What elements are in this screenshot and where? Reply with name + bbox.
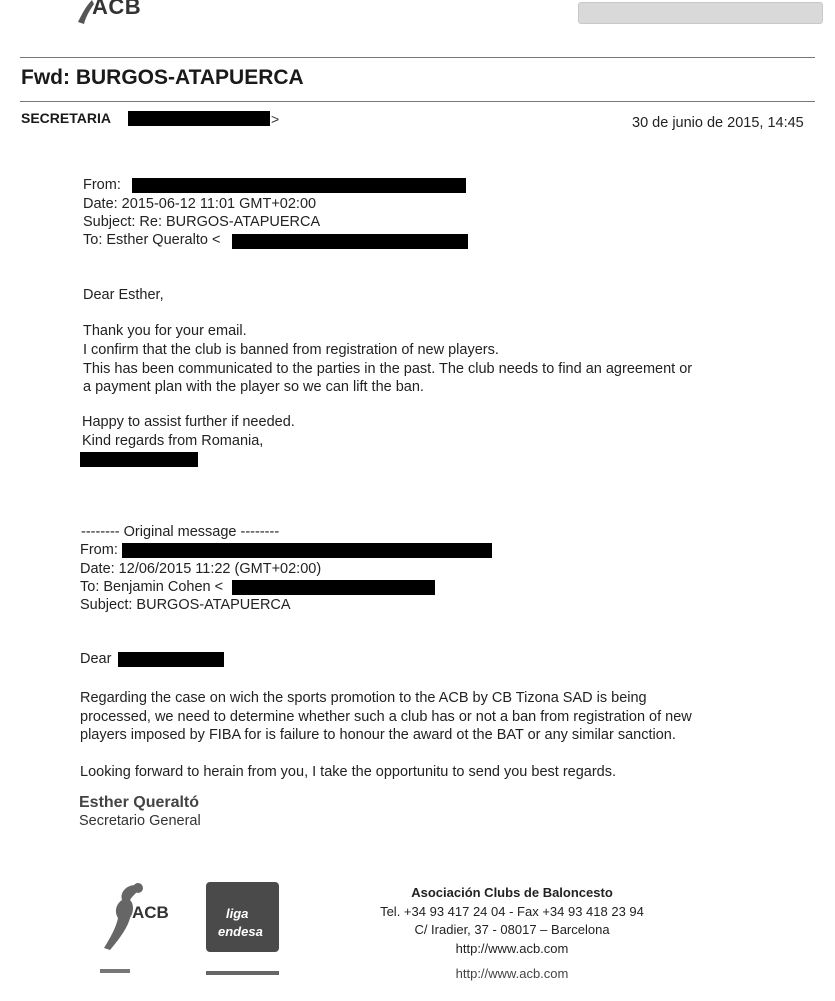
reply-subject: Subject: Re: BURGOS-ATAPUERCA xyxy=(83,214,321,230)
reply-closing-line: Happy to assist further if needed. xyxy=(82,414,295,430)
redacted-original-recipient xyxy=(118,652,224,667)
redacted-original-to xyxy=(232,580,435,595)
footer-association-name: Asociación Clubs de Baloncesto xyxy=(411,885,613,900)
reply-greeting: Dear Esther, xyxy=(83,287,164,303)
original-greeting: Dear xyxy=(80,651,112,667)
header-divider-bottom xyxy=(20,101,815,102)
footer-url: http://www.acb.com xyxy=(455,940,569,956)
redacted-reply-to xyxy=(232,234,468,249)
original-from-label: From: xyxy=(80,542,118,558)
original-body-line: processed, we need to determine whether such a club has or not a ban from registration of new xyxy=(80,709,692,725)
liga-logo-line1: liga xyxy=(226,906,249,921)
footer-address: C/ Iradier, 37 - 08017 – Barcelona xyxy=(414,922,610,937)
liga-logo-line2: endesa xyxy=(218,924,263,939)
footer-ghost-mark xyxy=(100,969,130,973)
reply-date: Date: 2015-06-12 11:01 GMT+02:00 xyxy=(83,196,317,212)
header-logo-text: ACB xyxy=(92,0,142,19)
signature-title: Secretario General xyxy=(79,813,201,829)
redacted-reply-signature xyxy=(80,452,198,467)
original-closing: Looking forward to herain from you, I take the opportunitu to send you best regards. xyxy=(80,764,617,780)
sender-email-tail: > xyxy=(271,111,280,127)
footer-phone: Tel. +34 93 417 24 04 - Fax +34 93 418 23 94 xyxy=(380,903,644,919)
reply-body-line: Thank you for your email. xyxy=(83,323,247,339)
original-date: Date: 12/06/2015 11:22 (GMT+02:00) xyxy=(80,561,322,577)
reply-body-line: This has been communicated to the parties in the past. The club needs to find an agreement or xyxy=(83,361,693,377)
redacted-reply-from xyxy=(132,178,466,193)
reply-closing-line: Kind regards from Romania, xyxy=(82,433,264,449)
reply-body-line: I confirm that the club is banned from registration of new players. xyxy=(83,342,499,358)
acb-logo-icon xyxy=(98,878,169,954)
reply-from-label: From: xyxy=(83,177,121,193)
original-subject: Subject: BURGOS-ATAPUERCA xyxy=(80,597,291,613)
sender-name: SECRETARIA xyxy=(21,110,111,126)
email-subject-title: Fwd: BURGOS-ATAPUERCA xyxy=(21,66,304,89)
svg-text:ACB: ACB xyxy=(132,903,169,922)
footer-association-block xyxy=(362,884,662,958)
original-body-line: Regarding the case on wich the sports promotion to the ACB by CB Tizona SAD is being xyxy=(80,690,647,706)
original-to: To: Benjamin Cohen < xyxy=(80,579,224,595)
redacted-sender-email xyxy=(128,111,270,126)
header-divider-top xyxy=(20,57,815,58)
original-message-divider: -------- Original message -------- xyxy=(81,524,280,540)
liga-endesa-logo xyxy=(206,882,279,952)
redacted-original-from xyxy=(122,543,492,558)
reply-body-line: a payment plan with the player so we can lift the ban. xyxy=(83,379,424,395)
signature-name: Esther Queraltó xyxy=(79,794,200,811)
footer-ghost-bar xyxy=(206,971,279,975)
original-body-line: players imposed by FIBA for is failure to honour the award ot the BAT or any similar sanction. xyxy=(80,727,676,743)
reply-to: To: Esther Queralto < xyxy=(83,232,221,248)
footer-ghost-url: http://www.acb.com xyxy=(455,966,569,981)
email-date: 30 de junio de 2015, 14:45 xyxy=(632,115,804,131)
header-toolbar-bar xyxy=(578,2,823,24)
